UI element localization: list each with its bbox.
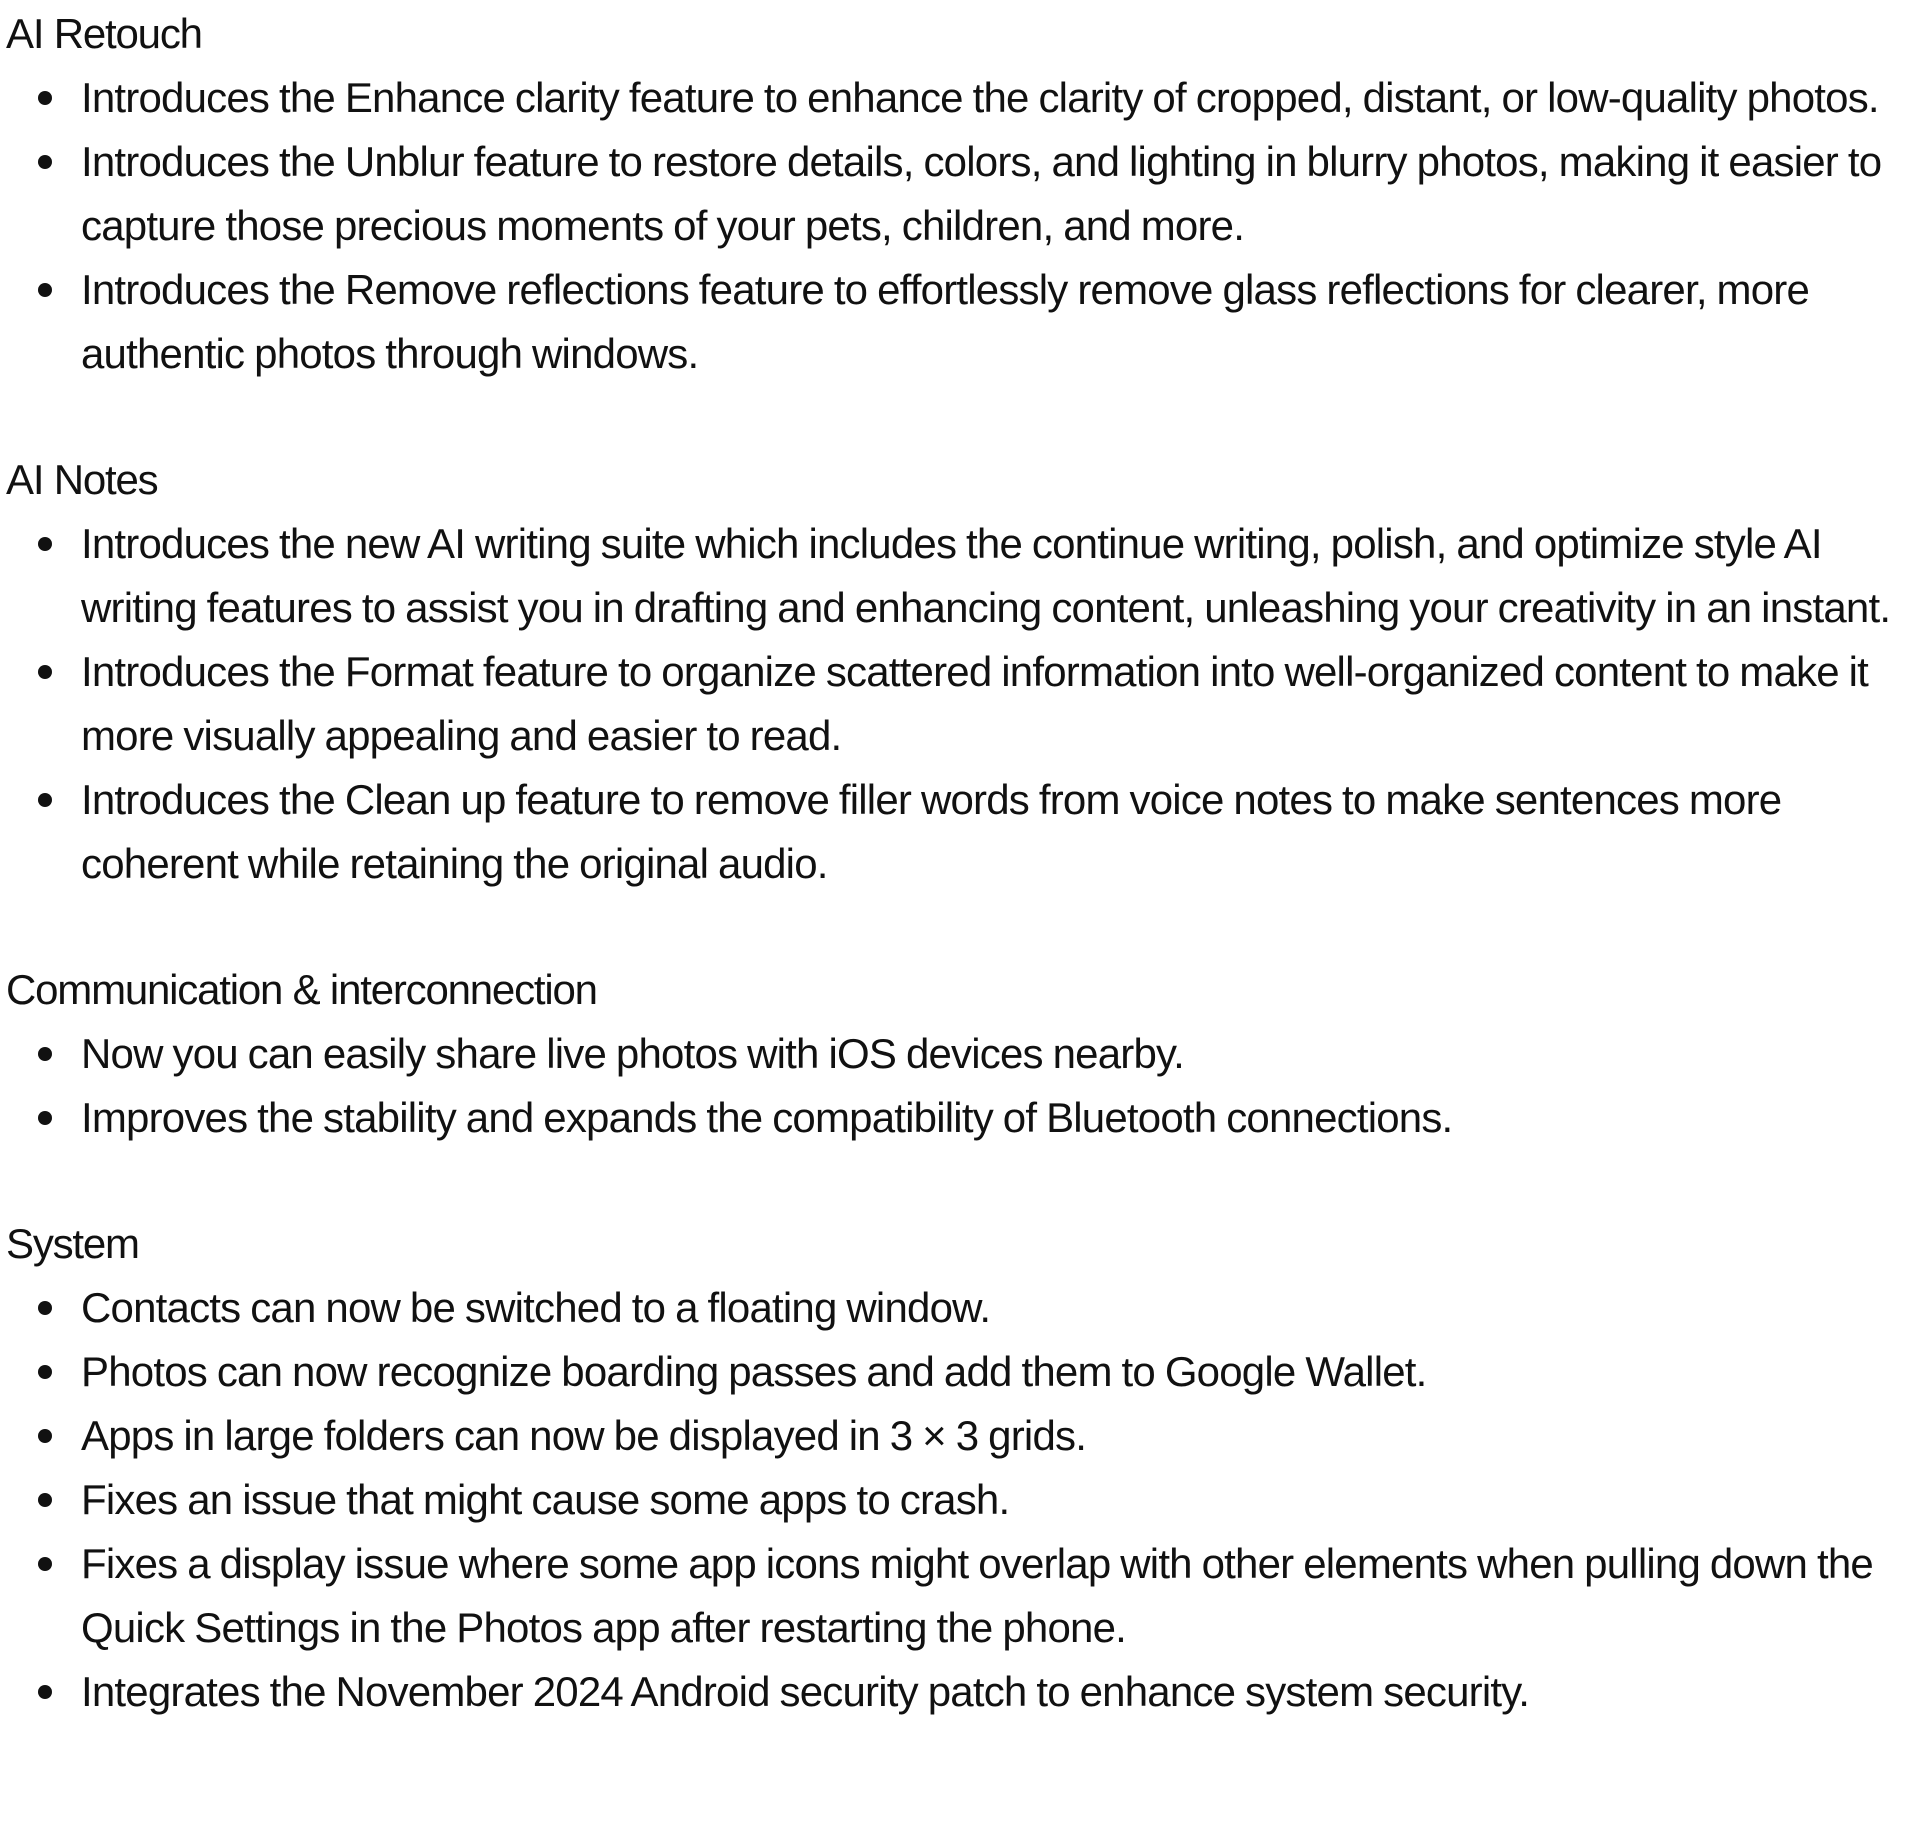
list-item: Integrates the November 2024 Android security patch to enhance system security. [6,1660,1912,1724]
list-item: Now you can easily share live photos with iOS devices nearby. [6,1022,1912,1086]
ai-retouch-list [6,66,1912,386]
list-item: Fixes a display issue where some app icons might overlap with other elements when pulling down the Quick Settings in the Photos app after restarting the phone. [6,1532,1912,1660]
list-item: Introduces the Clean up feature to remove filler words from voice notes to make sentences more coherent while retaining the original audio. [6,768,1912,896]
list-item: Contacts can now be switched to a floating window. [6,1276,1912,1340]
list-item: Introduces the Remove reflections feature to effortlessly remove glass reflections for clearer, more authentic photos through windows. [6,258,1912,386]
section-title-ai-retouch: AI Retouch [6,10,202,57]
list-item: Introduces the Format feature to organize scattered information into well-organized content to make it more visually appealing and easier to read. [6,640,1912,768]
list-item: Introduces the new AI writing suite which includes the continue writing, polish, and optimize style AI writing features to assist you in drafting and enhancing content, unleashing your creativity in an instant. [6,512,1912,640]
section-title-system: System [6,1220,139,1267]
release-notes [6,0,1912,1724]
section-title-communication: Communication & interconnection [6,966,597,1013]
list-item: Introduces the Enhance clarity feature to enhance the clarity of cropped, distant, or low-quality photos. [6,66,1912,130]
list-item: Apps in large folders can now be displayed in 3 × 3 grids. [6,1404,1912,1468]
system-list [6,1276,1912,1724]
list-item: Improves the stability and expands the compatibility of Bluetooth connections. [6,1086,1912,1150]
ai-notes-list [6,512,1912,896]
section-title-ai-notes: AI Notes [6,456,158,503]
communication-list [6,1022,1912,1150]
list-item: Fixes an issue that might cause some apps to crash. [6,1468,1912,1532]
list-item: Introduces the Unblur feature to restore details, colors, and lighting in blurry photos, making it easier to capture those precious moments of your pets, children, and more. [6,130,1912,258]
list-item: Photos can now recognize boarding passes and add them to Google Wallet. [6,1340,1912,1404]
